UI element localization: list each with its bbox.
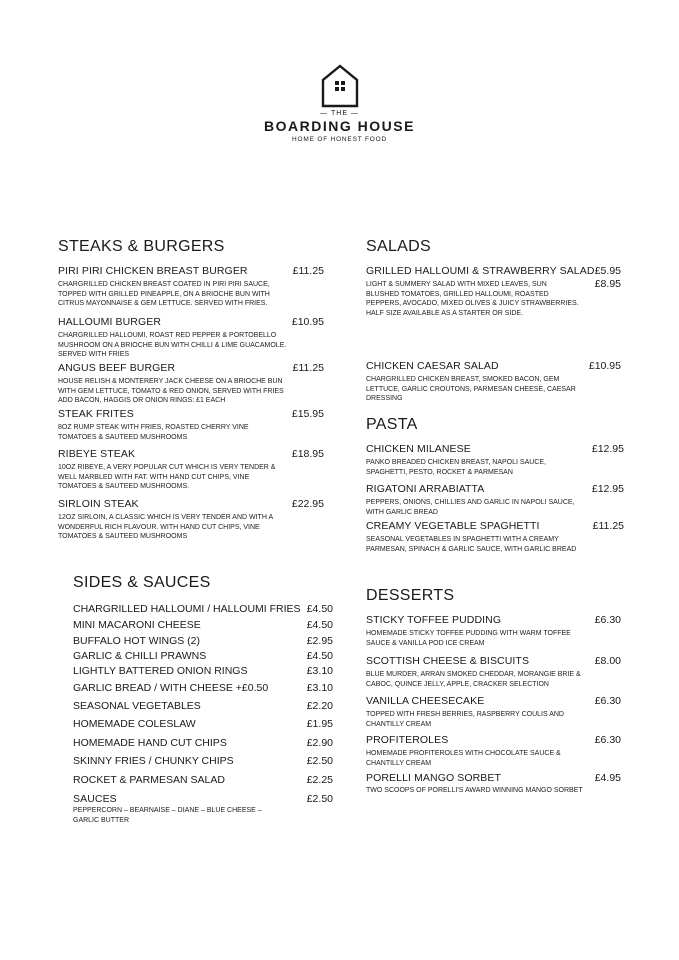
brand-logo [0, 64, 679, 143]
item-desc: HOMEMADE PROFITEROLES WITH CHOCOLATE SAUCE & CHANTILLY CREAM [366, 750, 561, 767]
item-desc: 8OZ RUMP STEAK WITH FRIES, ROASTED CHERRY VINE TOMATOES & SAUTEED MUSHROOMS [58, 424, 249, 441]
item-name: PORELLI MANGO SORBET [366, 772, 502, 784]
menu-item [366, 443, 581, 477]
item-desc: 12OZ SIRLOIN, A CLASSIC WHICH IS VERY TENDER AND WITH A WONDERFUL RICH FLAVOUR. WITH HAND CUT CHIPS, VINE TOMATOES & SAUTEED MUSHROOMS [58, 514, 273, 540]
item-price-large: £8.95 [594, 278, 621, 290]
desserts-title: DESSERTS [366, 587, 455, 604]
item-price: £10.95 [588, 360, 621, 372]
item-price: £6.30 [594, 734, 621, 746]
item-desc: LIGHT & SUMMERY SALAD WITH MIXED LEAVES, SUN BLUSHED TOMATOES, GRILLED HALLOUMI, ROASTED PEPPERS, AVOCADO, MIXED OLIVES & JUICY STRAWBERRIES. HALF SIZE AVAILABLE AS A STARTER OR SIDE. [366, 281, 579, 317]
item-desc: TOPPED WITH FRESH BERRIES, RASPBERRY COULIS AND CHANTILLY CREAM [366, 711, 564, 728]
menu-item [366, 734, 586, 768]
item-desc: 10OZ RIBEYE, A VERY POPULAR CUT WHICH IS VERY TENDER & WELL MARBLED WITH FAT. WITH HAND CUT CHIPS, VINE TOMATOES & SAUTEED MUSHROOMS. [58, 464, 276, 490]
menu-item [58, 498, 288, 542]
pasta-title: PASTA [366, 416, 418, 433]
item-desc: CHARGRILLED CHICKEN BREAST, SMOKED BACON, GEM LETTUCE, GARLIC CROUTONS, PARMESAN CHEESE, CAESAR DRESSING [366, 376, 576, 402]
menu-item [58, 265, 288, 309]
menu-item [58, 448, 288, 492]
item-price: £4.95 [594, 772, 621, 784]
item-name: SIRLOIN STEAK [58, 498, 139, 510]
side-name: SKINNY FRIES / CHUNKY CHIPS [73, 755, 234, 767]
brand-the: — THE — [320, 110, 359, 117]
side-price: £4.50 [306, 603, 333, 615]
menu-item [366, 483, 581, 517]
item-name: SAUCES [73, 793, 117, 805]
side-price: £2.25 [306, 774, 333, 786]
side-price: £1.95 [306, 718, 333, 730]
item-name: CHICKEN MILANESE [366, 443, 471, 455]
item-name: ANGUS BEEF BURGER [58, 362, 176, 374]
item-price: £6.30 [594, 614, 621, 626]
item-desc: BLUE MURDER, ARRAN SMOKED CHEDDAR, MORANGIE BRIE & CABOC, QUINCE JELLY, APPLE, CRACKER SELECTION [366, 671, 581, 688]
side-name: MINI MACARONI CHEESE [73, 619, 201, 631]
side-name: GARLIC BREAD / WITH CHEESE +£0.50 [73, 682, 269, 694]
item-desc: TWO SCOOPS OF PORELLI'S AWARD WINNING MANGO SORBET [366, 787, 583, 794]
item-name: VANILLA CHEESECAKE [366, 695, 485, 707]
item-name: PIRI PIRI CHICKEN BREAST BURGER [58, 265, 248, 277]
item-desc: SEASONAL VEGETABLES IN SPAGHETTI WITH A CREAMY PARMESAN, SPINACH & GARLIC SAUCE, WITH GARLIC BREAD [366, 536, 577, 553]
menu-item [366, 655, 586, 689]
side-name: HOMEMADE COLESLAW [73, 718, 196, 730]
side-name: ROCKET & PARMESAN SALAD [73, 774, 225, 786]
side-name: LIGHTLY BATTERED ONION RINGS [73, 665, 248, 677]
menu-item [366, 695, 586, 729]
menu-item [73, 793, 283, 825]
side-name: GARLIC & CHILLI PRAWNS [73, 650, 207, 662]
menu-item [366, 265, 595, 318]
item-name: CHICKEN CAESAR SALAD [366, 360, 499, 372]
menu-item [366, 614, 586, 648]
menu-item [58, 408, 288, 442]
salads-title: SALADS [366, 238, 431, 255]
item-desc: CHARGRILLED CHICKEN BREAST COATED IN PIRI PIRI SAUCE, TOPPED WITH GRILLED PINEAPPLE, ON A BRIOCHE BUN WITH CITRUS MAYONNAISE & GEM LETTUCE. SERVED WITH FRIES. [58, 281, 270, 307]
side-price: £2.50 [306, 755, 333, 767]
sides-title: SIDES & SAUCES [73, 574, 211, 591]
item-name: HALLOUMI BURGER [58, 316, 162, 328]
item-name: RIGATONI ARRABIATTA [366, 483, 485, 495]
item-price: £8.00 [594, 655, 621, 667]
brand-tagline: HOME OF HONEST FOOD [292, 136, 387, 143]
item-price: £22.95 [291, 498, 324, 510]
side-price: £2.90 [306, 737, 333, 749]
item-name: PROFITEROLES [366, 734, 449, 746]
side-name: HOMEMADE HAND CUT CHIPS [73, 737, 227, 749]
menu-item [366, 360, 581, 404]
item-name: CREAMY VEGETABLE SPAGHETTI [366, 520, 540, 532]
item-desc: CHARGRILLED HALLOUMI, ROAST RED PEPPER & PORTOBELLO MUSHROOM ON A BRIOCHE BUN WITH CHILLI & LIME GUACAMOLE. SERVED WITH FRIES [58, 332, 287, 358]
menu-item [58, 362, 288, 406]
item-name: GRILLED HALLOUMI & STRAWBERRY SALAD [366, 265, 595, 277]
item-price: £11.25 [292, 265, 324, 277]
menu-item [58, 316, 288, 360]
item-price: £12.95 [591, 483, 624, 495]
item-price: £6.30 [594, 695, 621, 707]
item-price: £11.25 [592, 520, 624, 532]
item-price: £12.95 [591, 443, 624, 455]
item-name: STICKY TOFFEE PUDDING [366, 614, 502, 626]
menu-item [366, 520, 581, 554]
side-price: £4.50 [306, 650, 333, 662]
item-desc: PEPPERS, ONIONS, CHILLIES AND GARLIC IN NAPOLI SAUCE, WITH GARLIC BREAD [366, 499, 575, 516]
item-price: £18.95 [291, 448, 324, 460]
item-name: STEAK FRITES [58, 408, 134, 420]
item-desc: PANKO BREADED CHICKEN BREAST, NAPOLI SAUCE, SPAGHETTI, PESTO, ROCKET & PARMESAN [366, 459, 546, 476]
item-price: £15.95 [291, 408, 324, 420]
side-name: CHARGRILLED HALLOUMI / HALLOUMI FRIES [73, 603, 301, 615]
side-price: £2.95 [306, 635, 333, 647]
side-price: £3.10 [306, 665, 333, 677]
item-price: £10.95 [291, 316, 324, 328]
side-price: £2.50 [306, 793, 333, 805]
house-icon [321, 64, 359, 108]
brand-name: BOARDING HOUSE [264, 118, 415, 134]
item-name: SCOTTISH CHEESE & BISCUITS [366, 655, 530, 667]
side-name: BUFFALO HOT WINGS (2) [73, 635, 200, 647]
menu-item [366, 772, 596, 796]
item-price: £5.95 [594, 265, 621, 277]
side-price: £2.20 [306, 700, 333, 712]
item-desc: HOMEMADE STICKY TOFFEE PUDDING WITH WARM TOFFEE SAUCE & VANILLA POD ICE CREAM [366, 630, 571, 647]
item-desc: PEPPERCORN – BEARNAISE – DIANE – BLUE CHEESE – GARLIC BUTTER [73, 807, 262, 824]
item-name: RIBEYE STEAK [58, 448, 136, 460]
side-name: SEASONAL VEGETABLES [73, 700, 201, 712]
side-price: £3.10 [306, 682, 333, 694]
item-desc: HOUSE RELISH & MONTERERY JACK CHEESE ON A BRIOCHE BUN WITH GEM LETTUCE, TOMATO & RED ONION, SERVED WITH FRIES ADD BACON, HAGGIS OR ONION RINGS: £1 EACH [58, 378, 284, 404]
steaks-title: STEAKS & BURGERS [58, 238, 225, 255]
side-price: £4.50 [306, 619, 333, 631]
item-price: £11.25 [292, 362, 324, 374]
